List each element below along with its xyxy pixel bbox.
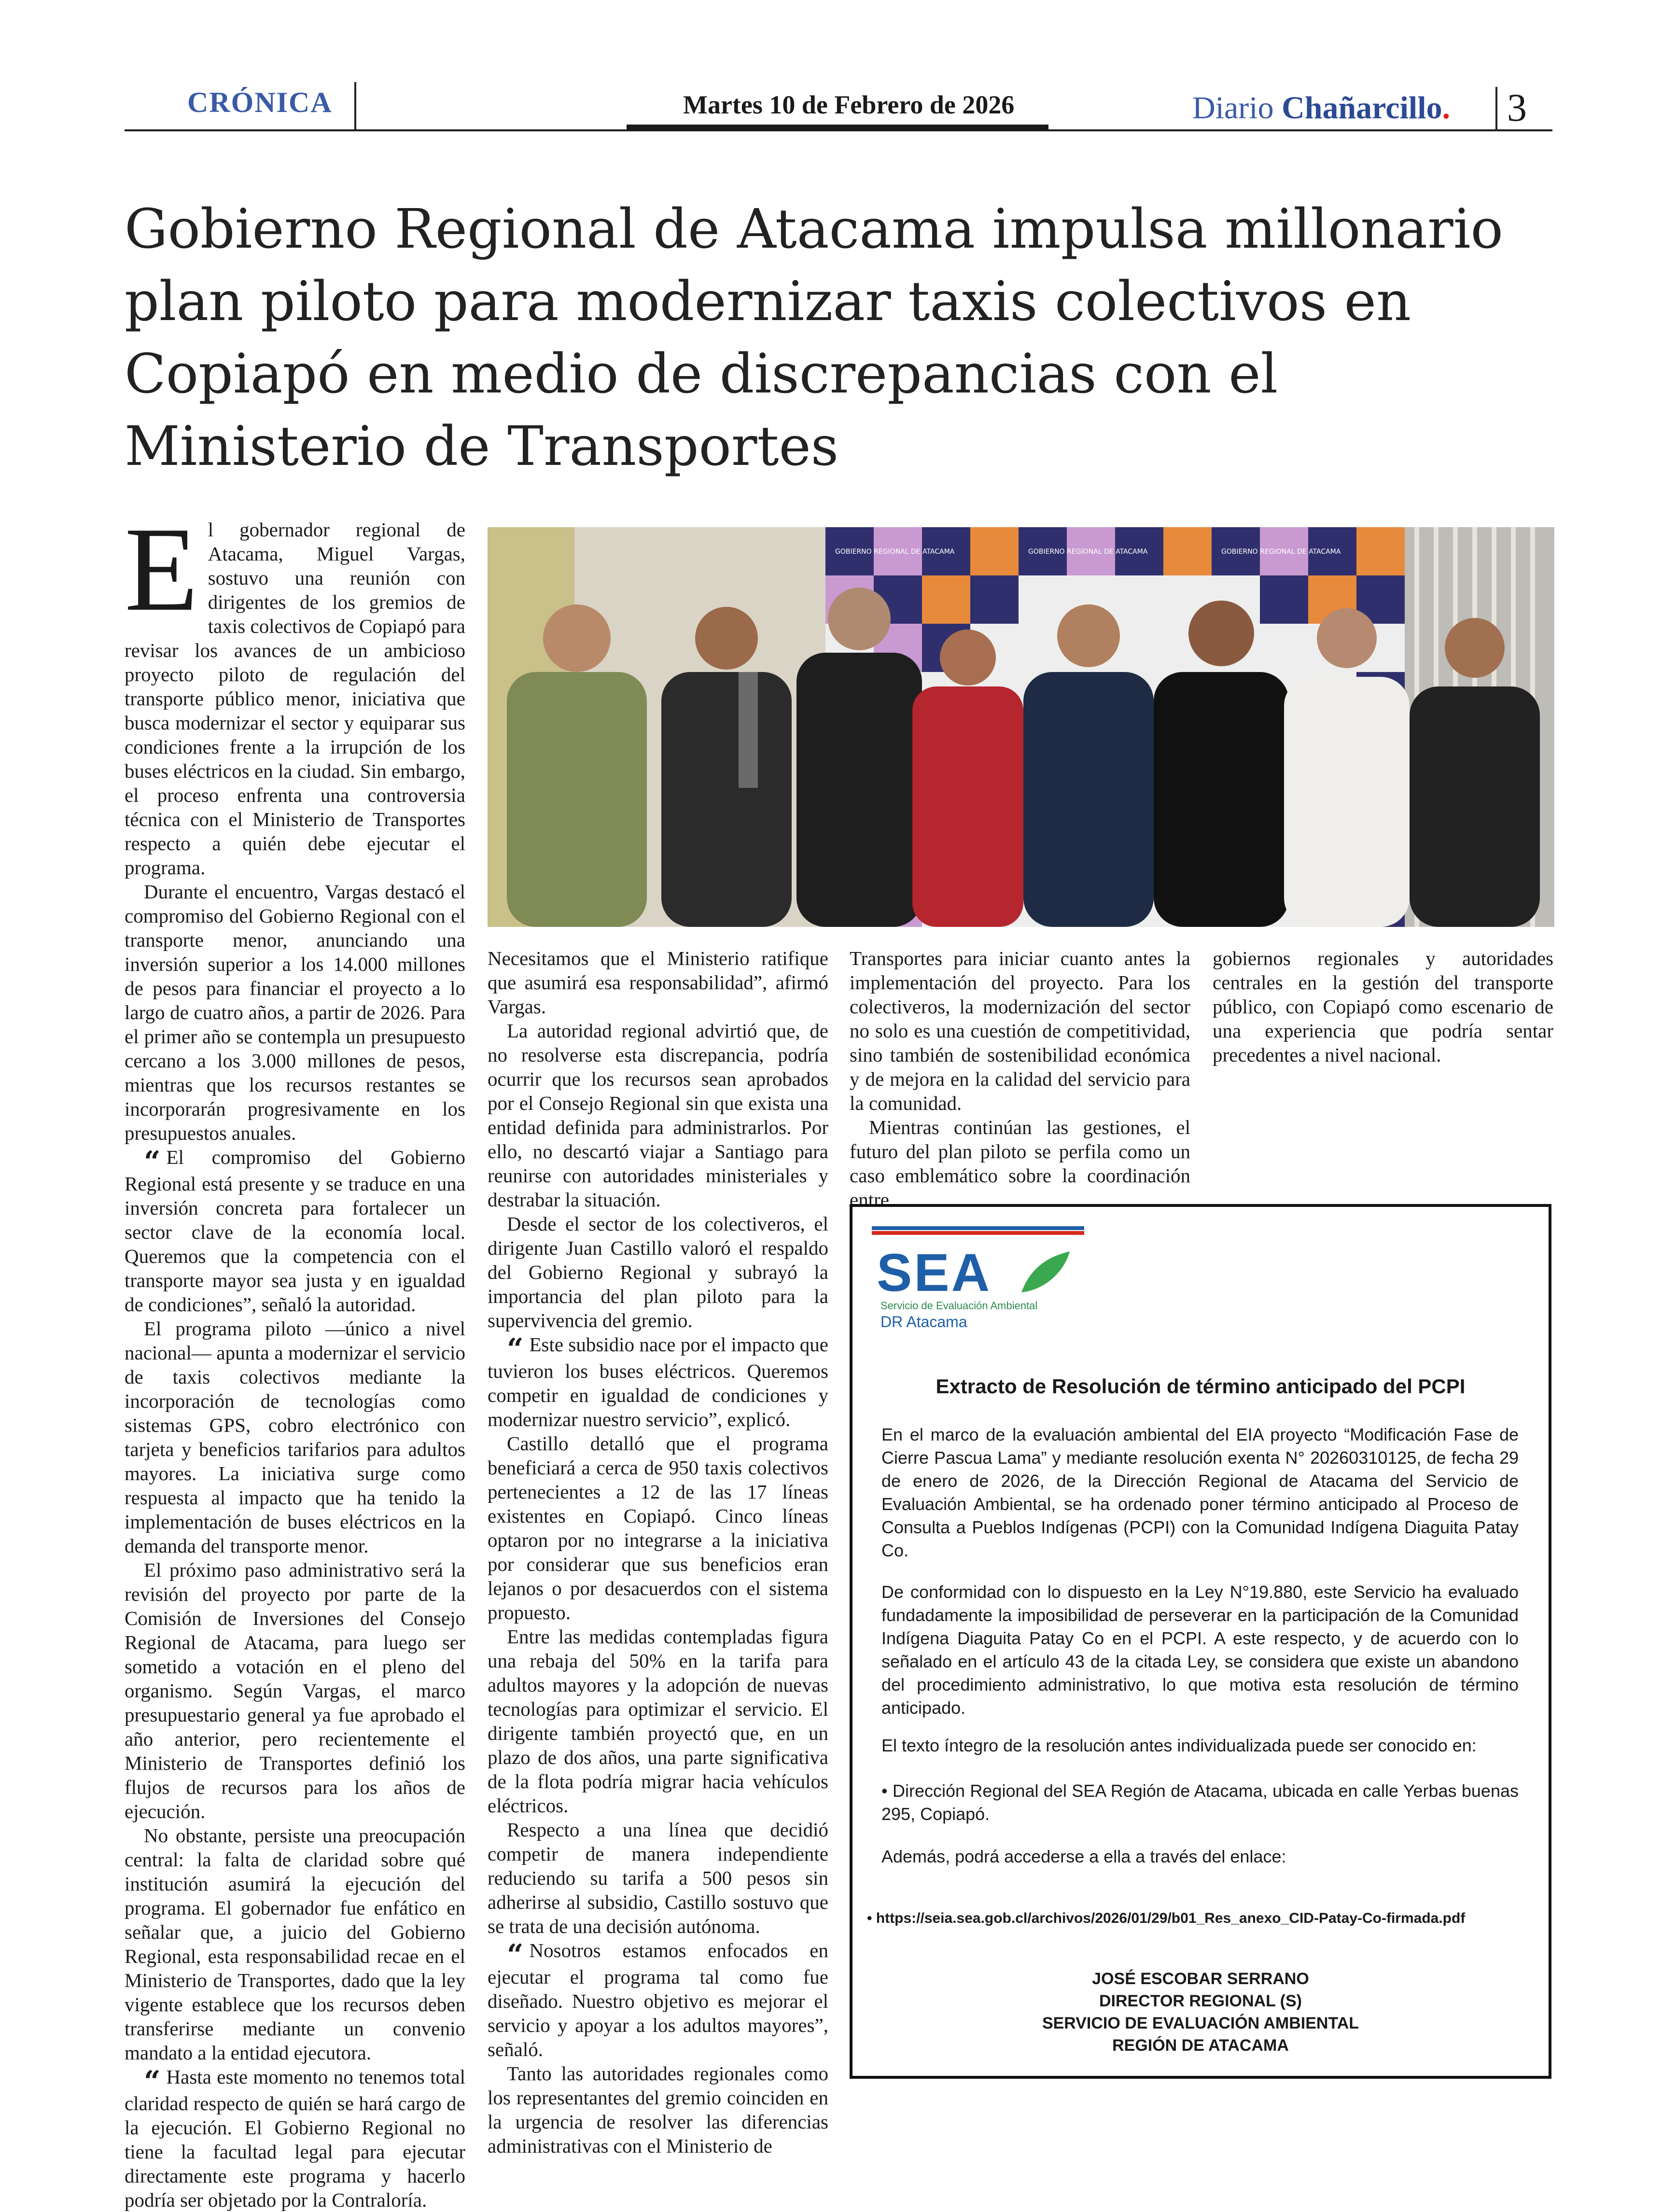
header-divider — [354, 82, 356, 130]
article-paragraph: Mientras continúan las gestiones, el futuro del plan piloto se perfila como un caso emblemático sobre la coordinación entre — [850, 1116, 1190, 1211]
article-paragraph — [125, 503, 465, 880]
quote-text: Hasta este momento no tenemos total claridad respecto de quién se hará cargo de la ejecución. El Gobierno Regional no tiene la facultad legal para ejecutar directamente este programa y hacerlo podría ser objetado por la Contraloría. — [125, 2066, 465, 2211]
article-photo — [488, 527, 1554, 927]
article-paragraph: La autoridad regional advirtió que, de no resolverse esta discrepancia, podría ocurrir que los recursos sean aprobados por el Consejo Regional sin que exista una entidad definida para administrarlos. Por ello, no descartó viajar a Santiago para reunirse con autoridades ministeriales y destrabar la situación. — [488, 1020, 828, 1211]
article-column-2 — [488, 946, 828, 2158]
group-photo-illustration — [488, 527, 1554, 927]
masthead-prefix: Diario — [1192, 90, 1274, 126]
quote-mark-icon: “ — [507, 1332, 524, 1366]
quote-mark-icon: “ — [507, 1938, 524, 1972]
quote-paragraph — [488, 1938, 828, 2061]
quote-text: Nosotros estamos enfocados en ejecutar el programa tal como fue diseñado. Nuestro objetivo es mejorar el servicio y apoyar a los adultos mayores”, señaló. — [488, 1939, 828, 2060]
header-divider — [1495, 87, 1497, 131]
section-name: CRÓNICA — [187, 86, 333, 118]
article-paragraph: Transportes para iniciar cuanto antes la implementación del proyecto. Para los colectiveros, la modernización del sector no solo es una cuestión de competitividad, sino también de sostenibilidad económica y de mejora en la calidad del servicio para la comunidad. — [850, 947, 1190, 1114]
article-paragraph: Respecto a una línea que decidió competir de manera independiente reduciendo su tarifa a 500 pesos sin adherirse al subsidio, Castillo sostuvo que se trata de una decisión autónoma. — [488, 1819, 828, 1937]
signature-org: SERVICIO DE EVALUACIÓN AMBIENTAL — [1042, 2014, 1359, 2032]
signature-name: JOSÉ ESCOBAR SERRANO — [1092, 1970, 1309, 1988]
article-paragraph: Tanto las autoridades regionales como los representantes del gremio coinciden en la urgencia de resolver las diferencias administrativas con el Ministerio de — [488, 2062, 828, 2157]
notice-title: Extracto de Resolución de término anticipado del PCPI — [936, 1375, 1466, 1398]
article-column-3 — [850, 946, 1190, 1212]
flag-stripe-blue — [872, 1226, 1084, 1230]
backdrop-text: GOBIERNO REGIONAL DE ATACAMA — [1221, 548, 1341, 556]
article-paragraph: Durante el encuentro, Vargas destacó el compromiso del Gobierno Regional con el transporte menor, anunciando una inversión superior a los 14.000 millones de pesos para financiar el proyecto a lo largo de cuatro años, a partir de 2026. Para el primer año se contempla un presupuesto cercano a los 3.000 millones de pesos, mientras que los recursos restantes se incorporarán progresivamente en los presupuestos anuales. — [125, 881, 465, 1144]
sea-logo-subtitle: Servicio de Evaluación Ambiental — [880, 1300, 1038, 1312]
article-paragraph: No obstante, persiste una preocupación central: la falta de claridad sobre qué institución asumirá la ejecución del programa. El gobernador fue enfático en señalar que, a juicio del Gobierno Regional, esta responsabilidad recae en el Ministerio de Transportes, dado que la ley vigente establece que los recursos deben transferirse mediante un convenio mandato a la entidad ejecutora. — [125, 1824, 465, 2064]
notice-paragraph: De conformidad con lo dispuesto en la Ley N°19.880, este Servicio ha evaluado fundadamente la imposibilidad de perseverar en la participación de la Comunidad Indígena Diaguita Patay Co en el PCPI. A este respecto, y de acuerdo con lo señalado en el artículo 43 de la citada Ley, se considera que existe un abandono del procedimiento administrativo, lo que motiva esta resolución de término anticipado. — [881, 1582, 1519, 1718]
quote-mark-icon: “ — [144, 1145, 161, 1179]
quote-paragraph — [488, 1332, 828, 1431]
notice-paragraph: El texto íntegro de la resolución antes individualizada puede ser conocido en: — [881, 1736, 1477, 1755]
article-paragraph: gobiernos regionales y autoridades centrales en la gestión del transporte público, con Copiapó como escenario de una experiencia que podría sentar precedentes a nivel nacional. — [1213, 947, 1553, 1066]
publication-date: Martes 10 de Febrero de 2026 — [683, 90, 1015, 119]
article-column-1 — [125, 503, 465, 2212]
quote-paragraph — [125, 2065, 465, 2212]
headline: Gobierno Regional de Atacama impulsa millonario plan piloto para modernizar taxis colectivos en Copiapó en medio de discrepancias con el Ministerio de Transportes — [125, 198, 1503, 478]
drop-cap: E — [125, 503, 198, 636]
masthead — [1192, 90, 1450, 126]
backdrop-text: GOBIERNO REGIONAL DE ATACAMA — [835, 548, 955, 556]
legal-notice — [850, 1204, 1551, 2079]
article-paragraph: Desde el sector de los colectiveros, el dirigente Juan Castillo valoró el respaldo del Gobierno Regional y subrayó la importancia del plan piloto para la supervivencia del gremio. — [488, 1213, 828, 1331]
sea-logo — [877, 1246, 1079, 1300]
sea-logo-text: SEA — [877, 1246, 992, 1300]
article-paragraph: Entre las medidas contempladas figura una rebaja del 50% en la tarifa para adultos mayores y la adopción de nuevas tecnologías para optimizar el servicio. El dirigente también proyectó que, en un plazo de dos años, una parte significativa de la flota podría migrar hacia vehículos eléctricos. — [488, 1625, 828, 1817]
quote-text: Este subsidio nace por el impacto que tuvieron los buses eléctricos. Queremos competir en igualdad de condiciones y modernizar nuestro servicio”, explicó. — [488, 1333, 828, 1430]
notice-link[interactable]: • https://seia.sea.gob.cl/archivos/2026/01/29/b01_Res_anexo_CID-Patay-Co-firmada.pdf — [867, 1910, 1466, 1926]
notice-signature — [852, 1968, 1549, 2057]
header-rule — [125, 129, 1552, 131]
masthead-dot: . — [1442, 90, 1451, 126]
page-number: 3 — [1507, 85, 1527, 129]
signature-region: REGIÓN DE ATACAMA — [1112, 2036, 1289, 2055]
backdrop-text: GOBIERNO REGIONAL DE ATACAMA — [1028, 548, 1148, 556]
notice-paragraph: En el marco de la evaluación ambiental del EIA proyecto “Modificación Fase de Cierre Pascua Lama” y mediante resolución exenta N° 20260310125, de fecha 29 de enero de 2026, de la Dirección Regional de Atacama del Servicio de Evaluación Ambiental, se ha ordenado poner término anticipado al Proceso de Consulta a Pueblos Indígenas (PCPI) con la Comunidad Indígena Diaguita Patay Co. — [881, 1425, 1519, 1560]
article-paragraph: Castillo detalló que el programa beneficiará a cerca de 950 taxis colectivos pertenecientes a 12 de las 17 líneas existentes en Copiapó. Cinco líneas optaron por no integrarse a la iniciativa por considerar que sus beneficios eran lejanos o por desacuerdos con el sistema propuesto. — [488, 1432, 828, 1624]
flag-stripe-red — [872, 1231, 1084, 1235]
notice-bullet: • Dirección Regional del SEA Región de Atacama, ubicada en calle Yerbas buenas 295, Copiapó. — [881, 1781, 1519, 1824]
quote-text: El compromiso del Gobierno Regional está presente y se traduce en una inversión concreta para fortalecer un sector clave de la economía local. Queremos que la competencia con el transporte mayor sea justa y en igualdad de condiciones”, señaló la autoridad. — [125, 1146, 465, 1316]
article-column-4 — [1213, 946, 1553, 1067]
signature-role: DIRECTOR REGIONAL (S) — [1099, 1992, 1302, 2010]
masthead-brand: Chañarcillo — [1282, 90, 1442, 126]
sea-logo-region: DR Atacama — [880, 1313, 967, 1330]
article-paragraph: Necesitamos que el Ministerio ratifique que asumirá esa responsabilidad”, afirmó Vargas. — [488, 947, 828, 1018]
article-paragraph: El próximo paso administrativo será la revisión del proyecto por parte de la Comisión de Inversiones del Consejo Regional de Atacama, para luego ser sometido a votación en el pleno del organismo. Según Vargas, el marco presupuestario general ya fue aprobado el año anterior, pero recientemente el Ministerio de Transportes definió los flujos de recursos para los años de ejecución. — [125, 1559, 465, 1822]
article-text: l gobernador regional de Atacama, Miguel Vargas, sostuvo una reunión con dirigentes de los gremios de taxis colectivos de Copiapó para revisar los avances de un ambicioso proyecto piloto de regulación del transporte público menor, iniciativa que busca modernizar el sector y equiparar sus condiciones frente a la irrupción de los buses eléctricos en la ciudad. Sin embargo, el proceso enfrenta una controversia técnica con el Ministerio de Transportes respecto a quién debe ejecutar el programa. — [125, 518, 465, 879]
article-paragraph: El programa piloto —único a nivel nacional— apunta a modernizar el servicio de taxis colectivos mediante la incorporación de tecnologías como sistemas GPS, cobro electrónico con tarjeta y beneficios tarifarios para adultos mayores. La iniciativa surge como respuesta al impacto que ha tenido la implementación de buses eléctricos en la demanda del transporte menor. — [125, 1317, 465, 1557]
quote-paragraph — [125, 1145, 465, 1316]
quote-mark-icon: “ — [144, 2065, 161, 2099]
notice-paragraph: Además, podrá accederse a ella a través del enlace: — [881, 1847, 1286, 1866]
leaf-icon — [1021, 1251, 1070, 1292]
